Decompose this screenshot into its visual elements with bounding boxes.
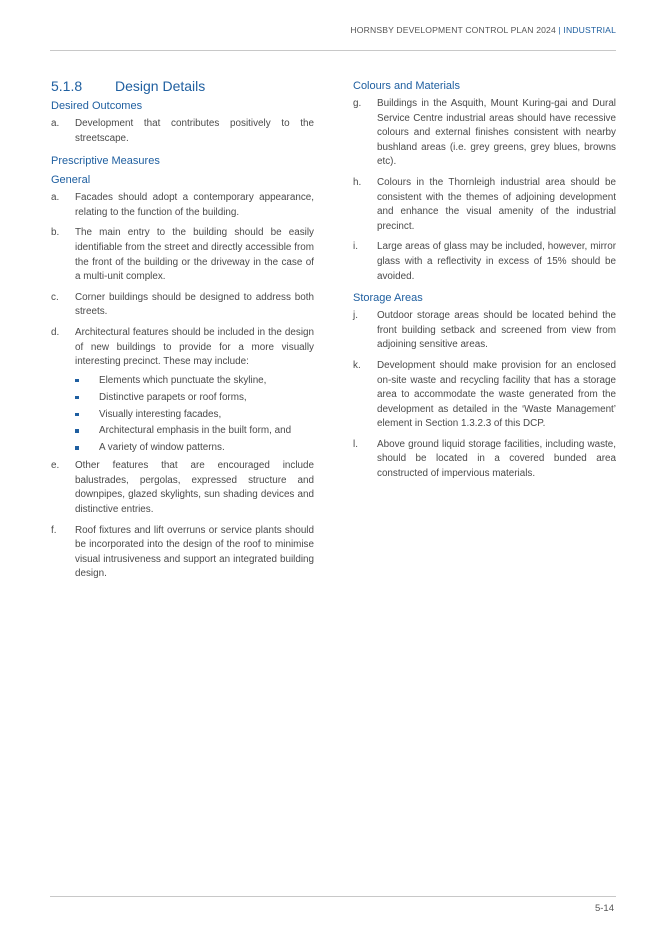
bullet-text: Distinctive parapets or roof forms,	[99, 391, 247, 403]
item-text: Outdoor storage areas should be located behind the front building setback and screened from view from adjoining sensitive areas.	[377, 310, 616, 351]
item-label: l.	[353, 438, 358, 450]
bullet-item	[51, 407, 314, 424]
item-text: Large areas of glass may be included, however, mirror glass with a reflectivity in excess of 15% should be avoided.	[377, 241, 616, 282]
general-heading: General	[51, 174, 91, 187]
bullet-square-icon	[75, 423, 99, 440]
item-label: f.	[51, 524, 57, 536]
item-text: Other features that are encouraged include balustrades, pergolas, expressed structure and downpipes, glazed skylights, sun shading devices and distinctive entries.	[75, 460, 314, 516]
item-text: Architectural features should be included in the design of new buildings to provide for a more visually interesting precinct. These may include:	[75, 326, 314, 368]
left-column	[51, 78, 314, 588]
list-item	[353, 97, 616, 170]
item-label: a.	[51, 192, 60, 204]
prescriptive-measures-heading: Prescriptive Measures	[51, 155, 160, 168]
list-item	[353, 359, 616, 432]
item-text: Roof fixtures and lift overruns or service plants should be incorporated into the design of the roof to minimise visual intrusiveness and support an integrated building design.	[75, 524, 314, 580]
item-label: i.	[353, 241, 358, 253]
section-heading	[51, 78, 314, 94]
item-label: a.	[51, 118, 60, 129]
list-item	[51, 191, 314, 220]
list-item	[51, 524, 314, 582]
list-item	[51, 326, 314, 370]
list-item	[51, 459, 314, 517]
bullet-square-icon	[75, 373, 99, 390]
item-label: c.	[51, 291, 59, 303]
bullet-item	[51, 390, 314, 407]
storage-areas-heading: Storage Areas	[353, 292, 423, 305]
item-label: d.	[51, 326, 60, 338]
item-text: Corner buildings should be designed to address both streets.	[75, 291, 314, 318]
header-section-name: INDUSTRIAL	[563, 25, 616, 35]
bullet-list	[51, 373, 314, 458]
list-item	[353, 176, 616, 234]
bullet-item	[51, 440, 314, 457]
bullet-square-icon	[75, 390, 99, 407]
list-item	[51, 226, 314, 284]
item-label: k.	[353, 359, 361, 371]
item-text: Colours in the Thornleigh industrial area should be consistent with the themes of adjoining development and enhance the visual amenity of the industrial precinct.	[377, 176, 616, 232]
bullet-text: Visually interesting facades,	[99, 408, 222, 420]
header-rule	[50, 50, 616, 51]
list-item	[353, 240, 616, 284]
bullet-text: Elements which punctuate the skyline,	[99, 374, 267, 386]
bullet-item	[51, 423, 314, 440]
desired-outcomes-heading: Desired Outcomes	[51, 100, 143, 112]
bullet-text: Architectural emphasis in the built form, and	[99, 425, 292, 437]
item-text: Buildings in the Asquith, Mount Kuring-gai and Dural Service Centre industrial areas should have recessive colours and external finishes consistent with nearby bushland areas (i.e. grey greens, grey blues, browns etc).	[377, 98, 616, 168]
list-item	[51, 117, 314, 146]
header-document-title: HORNSBY DEVELOPMENT CONTROL PLAN 2024	[350, 25, 556, 35]
list-item	[353, 438, 616, 482]
item-text: Above ground liquid storage facilities, including waste, should be located in a covered bunded area constructed of impervious materials.	[377, 438, 616, 480]
list-item	[51, 291, 314, 320]
item-text: Facades should adopt a contemporary appearance, relating to the function of the building.	[75, 192, 314, 218]
item-text: Development should make provision for an enclosed on-site waste and recycling facility that has a storage area to accommodate the waste generated from the development as detailed in the ‘Waste Management’ element in Section 1.3.2.3 of this DCP.	[377, 359, 616, 430]
item-label: e.	[51, 460, 60, 472]
footer-rule	[50, 896, 616, 897]
header-separator: |	[558, 25, 561, 35]
section-title: Design Details	[115, 78, 206, 94]
bullet-text: A variety of window patterns.	[99, 442, 225, 454]
right-column	[353, 78, 616, 488]
page-number: 5-14	[594, 903, 614, 914]
section-number: 5.1.8	[51, 78, 83, 94]
item-text: Development that contributes positively to the streetscape.	[75, 118, 314, 144]
item-label: h.	[353, 176, 362, 188]
bullet-item	[51, 373, 314, 390]
item-label: b.	[51, 227, 60, 239]
list-item	[353, 309, 616, 353]
running-header	[350, 25, 616, 35]
bullet-square-icon	[75, 440, 99, 457]
item-text: The main entry to the building should be easily identifiable from the street and directly accessible from the front of the building or the driveway in the case of a multi-unit complex.	[75, 227, 314, 283]
item-label: g.	[353, 98, 362, 109]
item-label: j.	[353, 310, 358, 322]
colours-materials-heading: Colours and Materials	[353, 80, 460, 92]
bullet-square-icon	[75, 407, 99, 424]
